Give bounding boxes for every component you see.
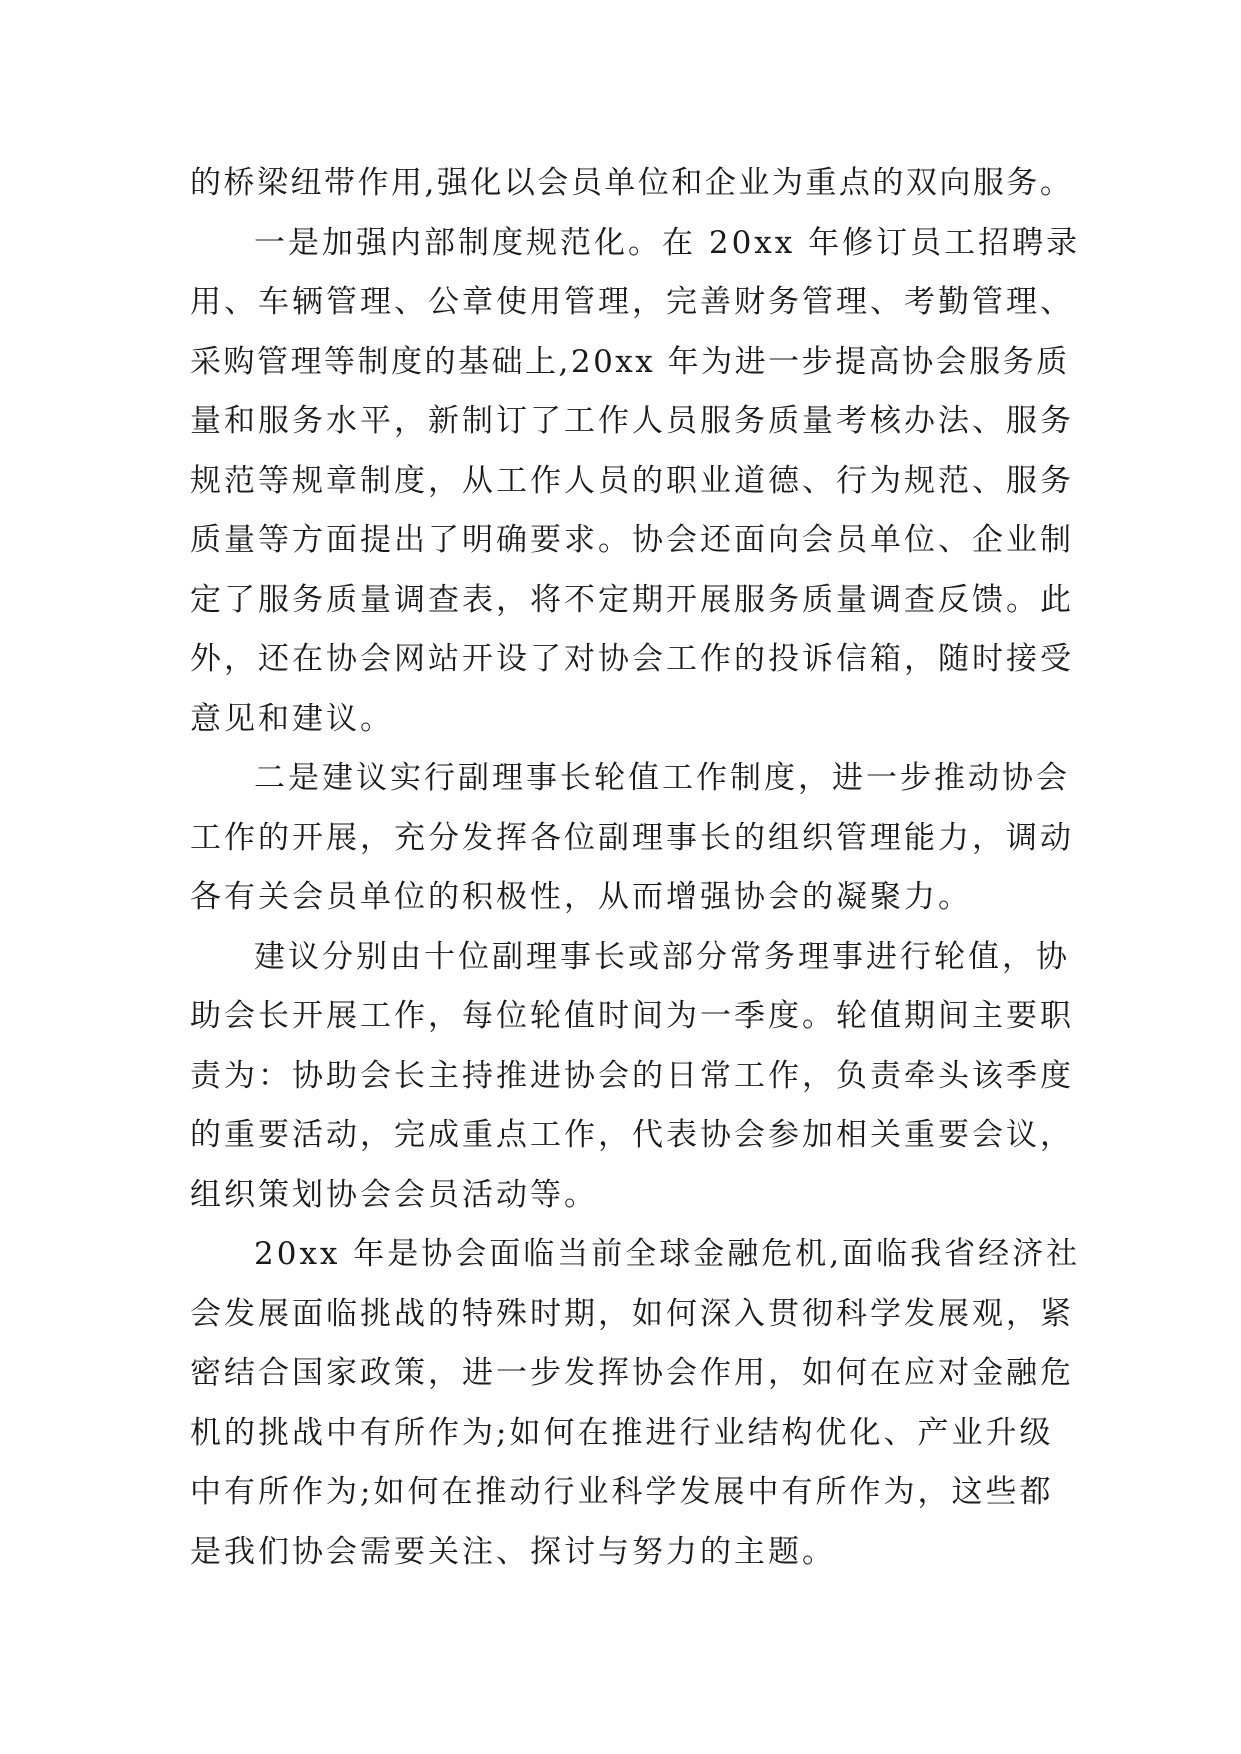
text-line: 量和服务水平，新制订了工作人员服务质量考核办法、服务 [190,403,1074,439]
text-line: 的桥梁纽带作用,强化以会员单位和企业为重点的双向服务。 [190,165,1074,201]
text-line: 责为：协助会长主持推进协会的日常工作，负责牵头该季度 [190,1057,1074,1094]
text-line: 二是建议实行副理事长轮值工作制度，进一步推动协会 [254,760,1070,796]
text-line: 一是加强内部制度规范化。在 20xx 年修订员工招聘录 [254,224,1081,261]
text-line: 定了服务质量调查表，将不定期开展服务质量调查反馈。此 [190,581,1074,618]
text-line: 工作的开展，充分发挥各位副理事长的组织管理能力，调动 [190,819,1074,856]
text-line: 外，还在协会网站开设了对协会工作的投诉信箱，随时接受 [190,641,1074,677]
text-line: 密结合国家政策，进一步发挥协会作用，如何在应对金融危 [190,1355,1074,1391]
text-line: 各有关会员单位的积极性，从而增强协会的凝聚力。 [190,879,972,915]
text-line: 机的挑战中有所作为;如何在推进行业结构优化、产业升级 [190,1414,1054,1451]
text-line: 会发展面临挑战的特殊时期，如何深入贯彻科学发展观，紧 [190,1295,1074,1332]
text-line: 用、车辆管理、公章使用管理，完善财务管理、考勤管理、 [190,284,1074,320]
body-text [190,154,1080,1582]
text-line: 建议分别由十位副理事长或部分常务理事进行轮值，协 [254,938,1070,975]
text-line: 质量等方面提出了明确要求。协会还面向会员单位、企业制 [190,522,1074,558]
text-line: 采购管理等制度的基础上,20xx 年为进一步提高协会服务质 [190,343,1070,380]
text-line: 是我们协会需要关注、探讨与努力的主题。 [190,1533,836,1570]
text-line: 助会长开展工作，每位轮值时间为一季度。轮值期间主要职 [190,998,1074,1034]
text-line: 组织策划协会会员活动等。 [190,1176,598,1213]
text-line: 20xx 年是协会面临当前全球金融危机,面临我省经济社 [254,1236,1081,1272]
text-line: 中有所作为;如何在推动行业科学发展中有所作为，这些都 [190,1474,1054,1510]
text-line: 的重要活动，完成重点工作，代表协会参加相关重要会议， [190,1117,1074,1153]
text-line: 意见和建议。 [190,700,394,737]
text-line: 规范等规章制度，从工作人员的职业道德、行为规范、服务 [190,462,1074,499]
